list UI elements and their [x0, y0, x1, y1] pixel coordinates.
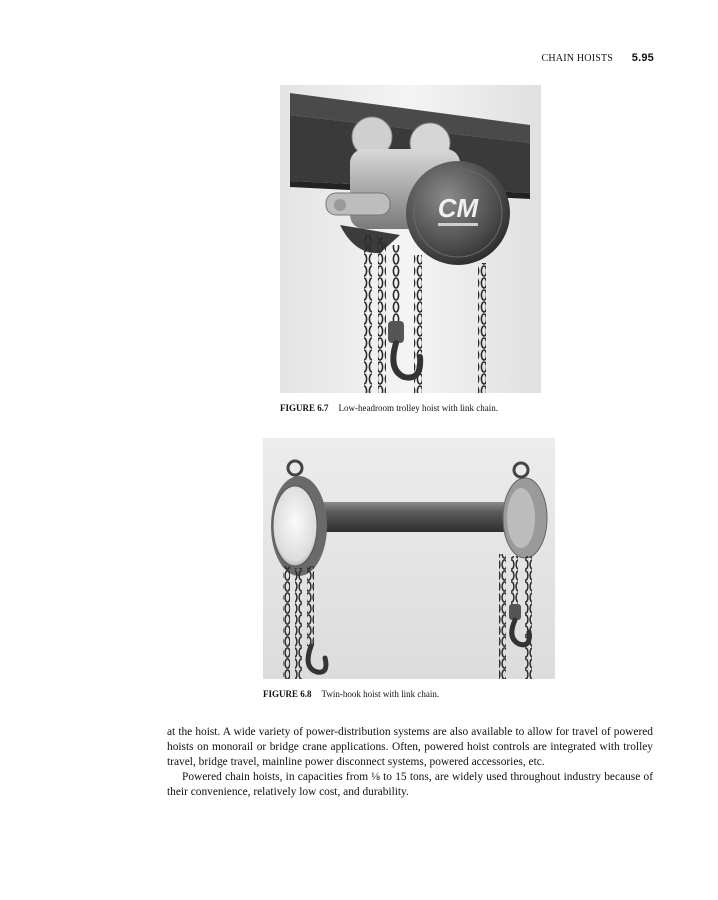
figure-6-8-caption	[263, 689, 439, 699]
body-text	[167, 725, 653, 800]
section-title: CHAIN HOISTS	[541, 53, 614, 64]
figure-label: FIGURE 6.8	[263, 689, 312, 699]
figure-6-8-photo	[263, 438, 555, 679]
figure-6-7-caption	[280, 403, 498, 413]
page-number: 5.95	[631, 52, 654, 64]
figure-6-7-photo	[280, 85, 541, 393]
hoist-logo: CM	[437, 193, 479, 223]
running-header	[542, 52, 655, 64]
trolley-hoist-illustration	[280, 85, 541, 393]
paragraph: at the hoist. A wide variety of power-distribution systems are also available to allow for travel of powered hoists on monorail or bridge crane applications. Often, powered hoist controls are integrated with trolley travel, bridge travel, mainline power disconnect systems, powered accessories, etc.	[167, 726, 653, 768]
figure-caption-text: Low-headroom trolley hoist with link chain.	[338, 403, 498, 413]
figure-label: FIGURE 6.7	[280, 403, 329, 413]
paragraph: Powered chain hoists, in capacities from ⅛ to 15 tons, are widely used throughout industry because of their convenience, relatively low cost, and durability.	[167, 771, 653, 798]
figure-caption-text: Twin-hook hoist with link chain.	[321, 689, 440, 699]
twin-hook-hoist-illustration	[263, 438, 555, 679]
